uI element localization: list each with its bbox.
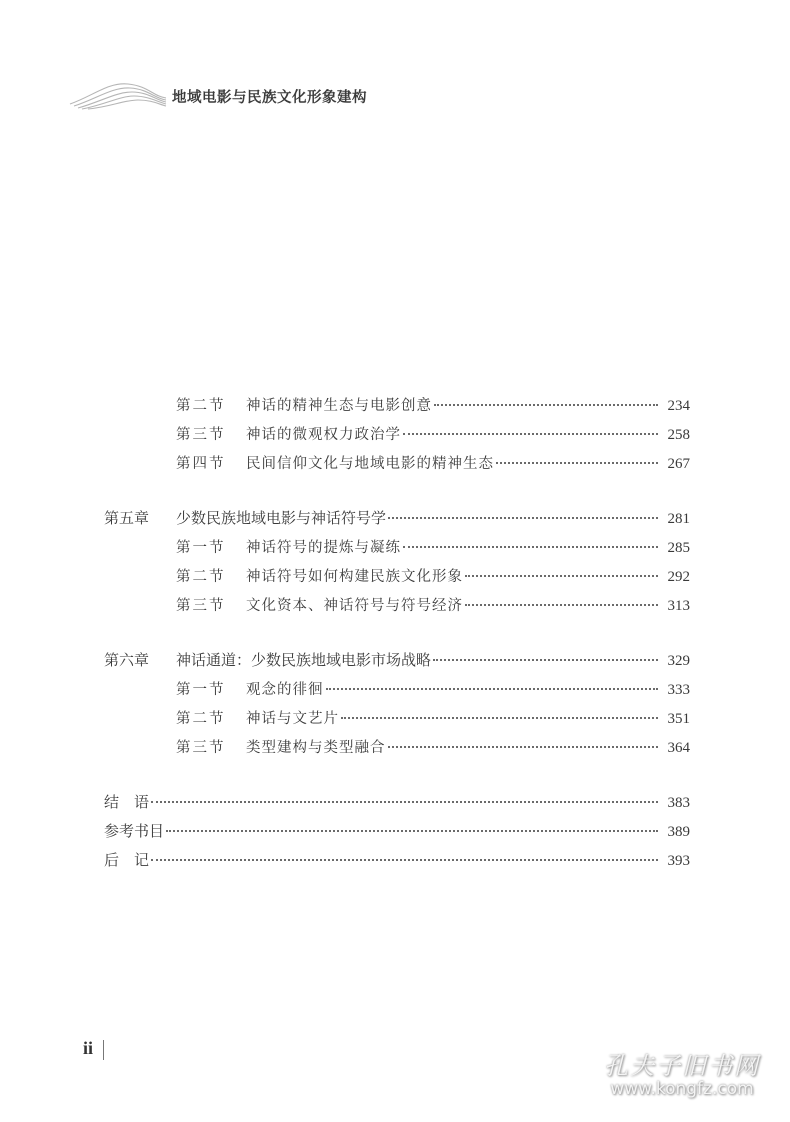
dot-leader — [403, 433, 658, 435]
watermark — [597, 1046, 767, 1099]
toc-entry-page: 333 — [667, 682, 690, 698]
dot-leader — [465, 604, 658, 606]
toc-backmatter-entry[interactable] — [104, 791, 690, 815]
toc-chapter-entry[interactable] — [104, 507, 690, 531]
folio-divider — [103, 1040, 104, 1060]
dot-leader — [434, 404, 658, 406]
toc-entry[interactable] — [176, 736, 690, 760]
toc-entry-title: 神话通道：少数民族地域电影市场战略 — [176, 651, 432, 669]
watermark-url: www.kongfz.com — [610, 1079, 754, 1099]
toc-entry[interactable] — [176, 452, 690, 476]
toc-entry-label: 第二节 — [176, 711, 226, 727]
toc-entry-title: 文化资本、神话符号与符号经济 — [246, 598, 463, 614]
toc-chapter-entry[interactable] — [104, 649, 690, 673]
dot-leader — [388, 517, 658, 519]
toc-entry-label: 第三节 — [176, 598, 226, 614]
toc-entry[interactable] — [176, 565, 690, 589]
toc-entry[interactable] — [176, 678, 690, 702]
toc-entry[interactable] — [176, 594, 690, 618]
dot-leader — [166, 830, 658, 832]
toc-entry-label: 第三节 — [176, 740, 226, 756]
dot-leader — [465, 575, 658, 577]
dot-leader — [403, 546, 658, 548]
toc-entry-label: 第四节 — [176, 456, 226, 472]
toc-entry-label: 第一节 — [176, 682, 226, 698]
dot-leader — [326, 688, 659, 690]
toc-backmatter-entry[interactable] — [104, 820, 690, 844]
mountain-wave-ornament-icon — [68, 74, 168, 110]
page-number: ii — [83, 1038, 94, 1058]
dot-leader — [341, 717, 658, 719]
toc-entry-page: 234 — [667, 398, 690, 414]
toc-entry[interactable] — [176, 423, 690, 447]
dot-leader — [151, 859, 658, 861]
toc-entry-page: 258 — [667, 427, 690, 443]
toc-entry-title: 民间信仰文化与地域电影的精神生态 — [246, 456, 494, 472]
dot-leader — [151, 801, 658, 803]
toc-entry-title: 观念的徘徊 — [246, 682, 324, 698]
toc-entry-page: 393 — [667, 853, 690, 869]
toc-entry-title: 结 语 — [104, 793, 150, 811]
dot-leader — [388, 746, 659, 748]
toc-entry-title: 神话的精神生态与电影创意 — [246, 398, 432, 414]
watermark-text: 孔夫子旧书网 — [604, 1052, 760, 1080]
toc-entry[interactable] — [176, 707, 690, 731]
toc-entry-title: 少数民族地域电影与神话符号学 — [176, 509, 387, 527]
toc-entry-page: 313 — [667, 598, 690, 614]
toc-entry-label: 第二节 — [176, 398, 226, 414]
toc-entry-label: 第二节 — [176, 569, 226, 585]
toc-entry-page: 267 — [667, 456, 690, 472]
running-title: 地域电影与民族文化形象建构 — [172, 90, 367, 106]
toc-entry-page: 383 — [667, 795, 690, 811]
toc-backmatter-entry[interactable] — [104, 849, 690, 873]
toc-entry-page: 281 — [667, 511, 690, 527]
running-header — [68, 74, 408, 114]
toc-entry-page: 329 — [667, 653, 690, 669]
toc-entry-label: 第一节 — [176, 540, 226, 556]
toc-entry-page: 292 — [667, 569, 690, 585]
toc-entry-title: 神话符号的提炼与凝练 — [246, 540, 401, 556]
toc-entry[interactable] — [176, 394, 690, 418]
toc-entry-title: 神话的微观权力政治学 — [246, 427, 401, 443]
toc-entry-title: 神话符号如何构建民族文化形象 — [246, 569, 463, 585]
toc-entry-page: 285 — [667, 540, 690, 556]
toc-entry-page: 364 — [667, 740, 690, 756]
dot-leader — [433, 659, 658, 661]
toc-entry-label: 第六章 — [104, 651, 150, 669]
toc-entry-title: 参考书目 — [104, 822, 165, 840]
toc-entry-page: 389 — [667, 824, 690, 840]
toc-entry-label: 第三节 — [176, 427, 226, 443]
toc-entry-title: 后 记 — [104, 851, 150, 869]
toc-entry-title: 类型建构与类型融合 — [246, 740, 386, 756]
toc-entry-label: 第五章 — [104, 509, 150, 527]
toc-entry-title: 神话与文艺片 — [246, 711, 339, 727]
toc-entry[interactable] — [176, 536, 690, 560]
toc-entry-page: 351 — [667, 711, 690, 727]
dot-leader — [496, 462, 658, 464]
